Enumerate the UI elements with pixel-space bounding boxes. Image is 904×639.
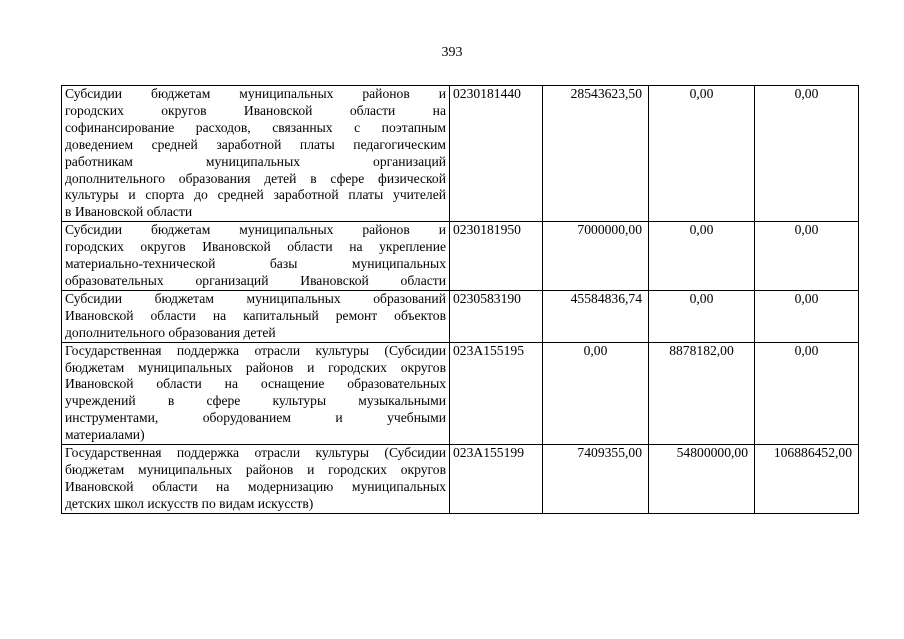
- description-line: материально-технической базы муниципальных: [65, 256, 446, 272]
- description-line: Субсидии бюджетам муниципальных районов и: [65, 222, 446, 238]
- amount-1-cell: 45584836,74: [543, 290, 649, 342]
- description-line: Ивановской области на оснащение образовательных: [65, 376, 446, 392]
- description-line: в Ивановской области: [65, 204, 193, 220]
- description-line: городских округов Ивановской области на укрепление: [65, 239, 446, 255]
- amount-2-cell: 54800000,00: [649, 445, 755, 514]
- description-line: бюджетам муниципальных районов и городских округов: [65, 359, 446, 375]
- amount-2-cell: 0,00: [649, 222, 755, 291]
- code-cell: 0230181440: [450, 86, 543, 222]
- description-cell: [62, 222, 450, 291]
- description-cell: [62, 342, 450, 444]
- table-row: [62, 222, 859, 291]
- amount-2-cell: 0,00: [649, 86, 755, 222]
- amount-3-cell: 0,00: [755, 290, 859, 342]
- description-cell: [62, 86, 450, 222]
- description-line: образовательных организаций Ивановской области: [65, 272, 446, 288]
- description-cell: [62, 290, 450, 342]
- description-line: детских школ искусств по видам искусств): [65, 495, 314, 511]
- code-cell: 023A155199: [450, 445, 543, 514]
- description-line: Ивановской области на модернизацию муниципальных: [65, 478, 446, 494]
- description-line: городских округов Ивановской области на: [65, 102, 446, 118]
- table-row: [62, 445, 859, 514]
- amount-3-cell: 0,00: [755, 342, 859, 444]
- amount-3-cell: 0,00: [755, 222, 859, 291]
- amount-1-cell: 28543623,50: [543, 86, 649, 222]
- description-line: Государственная поддержка отрасли культуры (Субсидии: [65, 342, 446, 358]
- description-line: работникам муниципальных организаций: [65, 153, 446, 169]
- amount-2-cell: 0,00: [649, 290, 755, 342]
- page-number: 393: [441, 45, 463, 60]
- description-line: материалами): [65, 427, 145, 443]
- description-line: Ивановской области на капитальный ремонт объектов: [65, 307, 446, 323]
- code-cell: 0230583190: [450, 290, 543, 342]
- description-line: дополнительного образования детей в сфере физической: [65, 170, 446, 186]
- table-row: [62, 290, 859, 342]
- code-cell: 023A155195: [450, 342, 543, 444]
- description-line: учреждений в сфере культуры музыкальными: [65, 393, 446, 409]
- description-line: доведением средней заработной платы педагогическим: [65, 136, 446, 152]
- budget-table: [61, 85, 859, 514]
- description-line: дополнительного образования детей: [65, 324, 276, 340]
- amount-1-cell: 7409355,00: [543, 445, 649, 514]
- amount-1-cell: 0,00: [543, 342, 649, 444]
- table-row: [62, 342, 859, 444]
- amount-3-cell: 0,00: [755, 86, 859, 222]
- amount-2-cell: 8878182,00: [649, 342, 755, 444]
- amount-3-cell: 106886452,00: [755, 445, 859, 514]
- description-line: бюджетам муниципальных районов и городских округов: [65, 461, 446, 477]
- description-cell: [62, 445, 450, 514]
- description-line: софинансирование расходов, связанных с поэтапным: [65, 119, 446, 135]
- code-cell: 0230181950: [450, 222, 543, 291]
- table-row: [62, 86, 859, 222]
- description-line: Субсидии бюджетам муниципальных районов и: [65, 86, 446, 101]
- budget-table-body: [62, 86, 859, 514]
- description-line: Государственная поддержка отрасли культуры (Субсидии: [65, 445, 446, 461]
- description-line: инструментами, оборудованием и учебными: [65, 410, 446, 426]
- amount-1-cell: 7000000,00: [543, 222, 649, 291]
- description-line: культуры и спорта до средней заработной платы учителей: [65, 187, 446, 203]
- description-line: Субсидии бюджетам муниципальных образований: [65, 290, 446, 306]
